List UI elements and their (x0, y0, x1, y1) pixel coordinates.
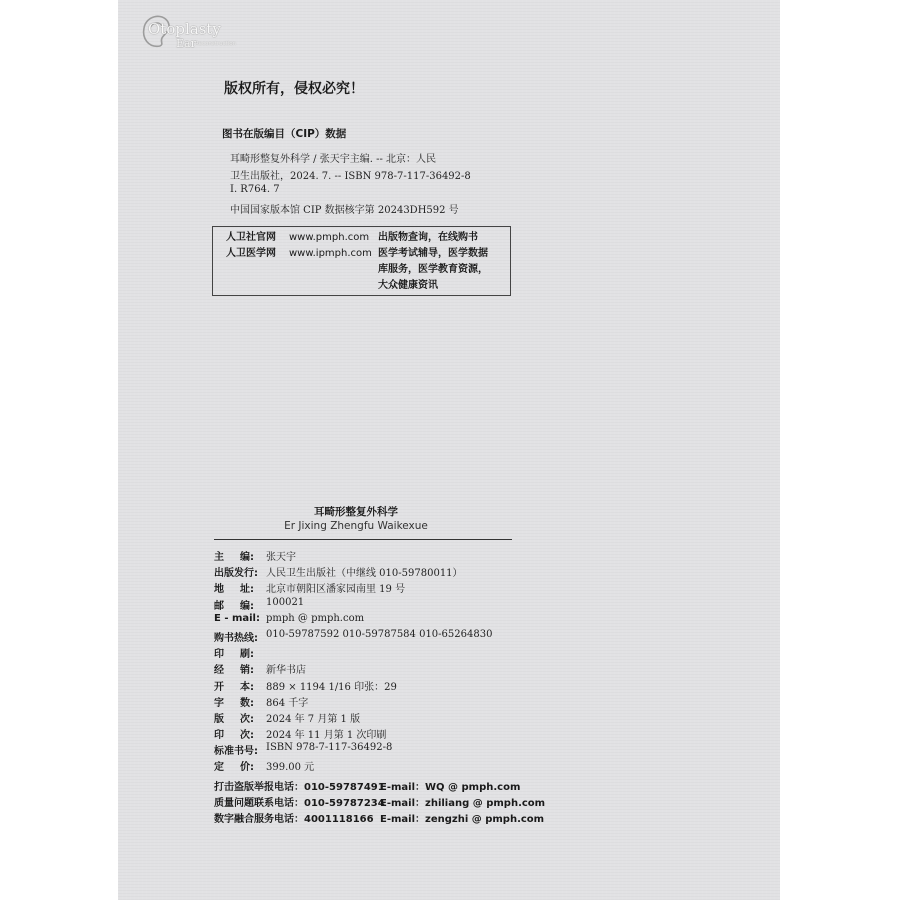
info-value: 010-59787592 010-59787584 010-65264830 (266, 628, 493, 640)
info-label: 销 (240, 665, 250, 677)
info-row-printing: 印 次: 2024 年 11 月第 1 次印刷 (214, 726, 614, 742)
info-label: 字 (214, 697, 224, 709)
info-row-edition: 版 次: 2024 年 7 月第 1 版 (214, 710, 614, 726)
info-value: 399.00 元 (266, 762, 315, 774)
site-description: 库服务，医学教育资源， (378, 264, 488, 275)
copyright-page (118, 0, 780, 900)
info-row-address: 地 址: 北京市朝阳区潘家园南里 19 号 (214, 580, 614, 596)
info-label: 地 (214, 584, 224, 596)
logo-word-otoplasty: Otoplasty (148, 20, 221, 38)
info-label: 本 (240, 681, 250, 693)
info-row-distributor: 经 销: 新华书店 (214, 661, 614, 677)
info-value: 新华书店 (266, 665, 306, 677)
site-name: 人卫社官网 (226, 232, 276, 243)
info-label: 次 (240, 730, 250, 742)
contact-email[interactable]: E-mail：WQ @ pmph.com (380, 782, 521, 793)
info-label: 版 (214, 713, 224, 725)
info-label: E - mail: (214, 612, 260, 624)
info-label: 刷 (240, 649, 250, 661)
info-row-publisher (214, 564, 614, 580)
info-row-format: 开 本: 889 × 1194 1/16 印张：29 (214, 678, 614, 694)
info-label: 购书热线: (214, 632, 258, 644)
info-label: 址 (240, 584, 250, 596)
info-value: 864 千字 (266, 697, 309, 709)
info-label: 出版发行: (214, 568, 258, 580)
info-label: 印 (214, 649, 224, 661)
info-row-isbn (214, 742, 614, 758)
info-row-email (214, 613, 614, 629)
publication-info (214, 548, 614, 775)
contact-email[interactable]: E-mail：zhiliang @ pmph.com (380, 798, 546, 809)
info-label: 价 (240, 762, 250, 774)
info-row-hotline (214, 629, 614, 645)
logo (134, 8, 254, 54)
info-row-printer: 印 刷: (214, 645, 614, 661)
info-label: 主 (214, 552, 224, 563)
contact-email[interactable]: E-mail：zengzhi @ pmph.com (380, 814, 545, 825)
info-label: 邮 (214, 600, 224, 612)
info-row-wordcount: 字 数: 864 千字 (214, 694, 614, 710)
site-name: 人卫医学网 (226, 248, 276, 259)
info-label: 编 (240, 552, 250, 563)
logo-word-ear: Ear (176, 37, 196, 50)
contact-phone: 质量问题联系电话：010-59787234 (214, 798, 385, 809)
info-row-postcode: 邮 编: 100021 (214, 596, 305, 612)
info-row-price: 定 价: 399.00 元 (214, 758, 614, 774)
cip-line: 中国国家版本馆 CIP 数据核字第 20243DH592 号 (230, 205, 459, 216)
info-value: 2024 年 7 月第 1 版 (266, 713, 361, 725)
contact-phone: 打击盗版举报电话：010-59787491 (214, 782, 385, 793)
site-description: 医学考试辅导，医学数据 (378, 248, 488, 259)
info-label: 数 (240, 697, 250, 709)
info-value[interactable]: pmph @ pmph.com (266, 612, 365, 624)
info-value: 100021 (266, 596, 305, 608)
info-value: 北京市朝阳区潘家园南里 19 号 (266, 584, 406, 596)
info-row-editor: 主 编: 张天宇 (214, 548, 614, 564)
info-value: 张天宇 (266, 552, 296, 563)
info-label: 开 (214, 681, 224, 693)
website-info-box (212, 226, 511, 296)
info-label: 次 (240, 713, 250, 725)
cip-title: 图书在版编目（CIP）数据 (222, 128, 347, 140)
logo-word-reconstruction: Reconstruction (195, 41, 237, 47)
book-title-chinese: 耳畸形整复外科学 (314, 506, 398, 518)
book-title-pinyin: Er Jixing Zhengfu Waikexue (284, 520, 428, 532)
cip-line: 耳畸形整复外科学 / 张天宇主编. -- 北京：人民 (230, 154, 437, 165)
cip-line: Ⅰ. R764. 7 (230, 184, 280, 195)
info-label: 编 (240, 600, 250, 612)
info-value: 889 × 1194 1/16 印张：29 (266, 681, 397, 693)
site-description: 出版物查询，在线购书 (378, 232, 478, 243)
info-label: 印 (214, 730, 224, 742)
site-url[interactable]: www.ipmph.com (289, 248, 372, 259)
cip-line: 卫生出版社，2024. 7. -- ISBN 978-7-117-36492-8 (230, 171, 471, 182)
divider (214, 539, 512, 540)
info-label: 定 (214, 762, 224, 774)
info-label: 经 (214, 665, 224, 677)
info-value: 人民卫生出版社（中继线 010-59780011） (266, 568, 463, 580)
info-label: 标准书号: (214, 746, 258, 758)
info-value: ISBN 978-7-117-36492-8 (266, 742, 393, 754)
copyright-notice: 版权所有，侵权必究！ (224, 81, 364, 97)
contact-phone: 数字融合服务电话：4001118166 (214, 814, 374, 825)
site-description: 大众健康资讯 (378, 280, 438, 291)
info-value: 2024 年 11 月第 1 次印刷 (266, 730, 387, 742)
site-url[interactable]: www.pmph.com (289, 232, 370, 243)
